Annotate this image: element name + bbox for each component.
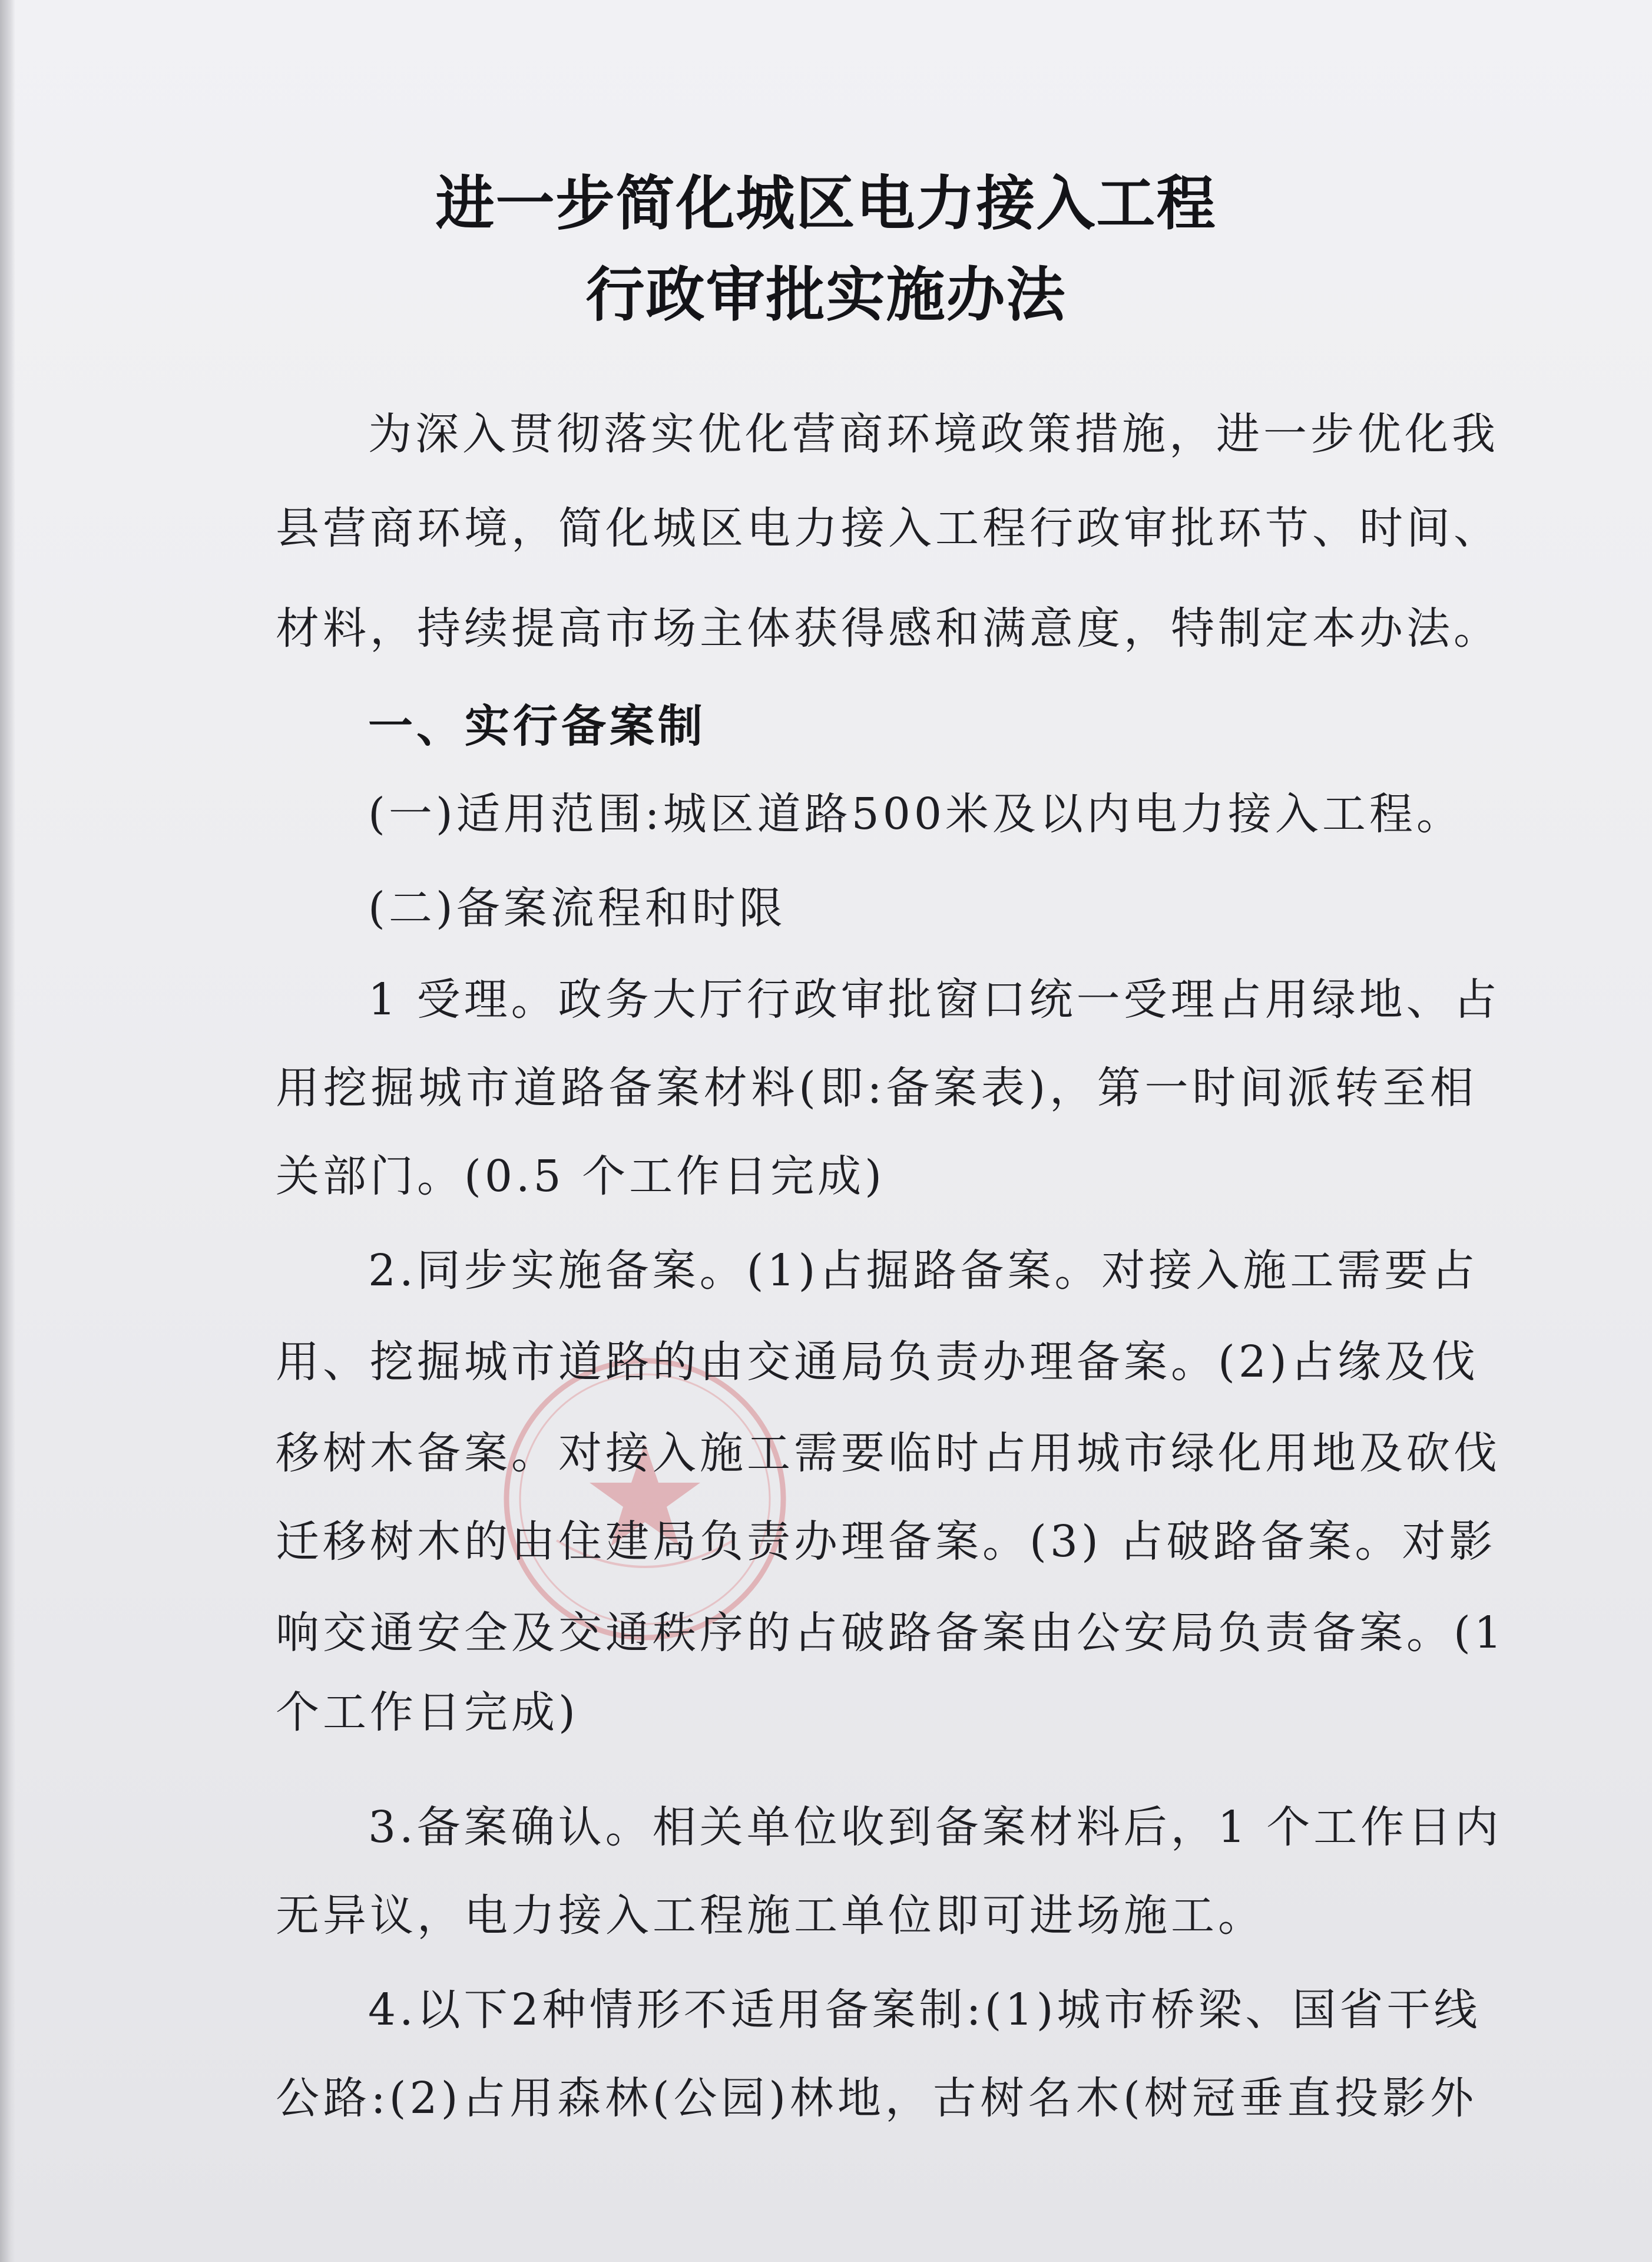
- body-line: (二)备案流程和时限: [368, 883, 786, 934]
- body-line: 用、挖掘城市道路的由交通局负责办理备案。(2)占缘及伐: [276, 1337, 1479, 1387]
- body-line: 用挖掘城市道路备案材料(即:备案表)，第一时间派转至相: [276, 1063, 1477, 1113]
- body-line: 1 受理。政务大厅行政审批窗口统一受理占用绿地、占: [368, 974, 1501, 1025]
- official-seal-stamp: [492, 1346, 798, 1652]
- body-line: 3.备案确认。相关单位收到备案材料后，1 个工作日内: [368, 1802, 1502, 1853]
- body-line: 无异议，电力接入工程施工单位即可进场施工。: [276, 1890, 1265, 1941]
- body-line: 移树木备案。对接入施工需要临时占用城市绿化用地及砍伐: [276, 1428, 1501, 1479]
- body-line: 为深入贯彻落实优化营商环境政策措施，进一步优化我: [368, 409, 1499, 459]
- section-heading: 一、实行备案制: [368, 700, 706, 752]
- body-line: 迁移树木的由住建局负责办理备案。(3) 占破路备案。对影: [276, 1516, 1497, 1567]
- body-line: (一)适用范围:城区道路500米及以内电力接入工程。: [368, 789, 1464, 839]
- body-line: 关部门。(0.5 个工作日完成): [276, 1151, 885, 1202]
- body-line: 个工作日完成): [276, 1687, 579, 1738]
- body-line: 县营商环境，简化城区电力接入工程行政审批环节、时间、: [276, 503, 1501, 554]
- body-line: 响交通安全及交通秩序的占破路备案由公安局负责备案。(1: [276, 1608, 1505, 1658]
- document-title-line-2: 行政审批实施办法: [585, 260, 1067, 329]
- body-line: 公路:(2)占用森林(公园)林地，古树名木(树冠垂直投影外: [276, 2073, 1477, 2124]
- body-line: 材料，持续提高市场主体获得感和满意度，特制定本办法。: [276, 603, 1501, 654]
- body-line: 2.同步实施备案。(1)占掘路备案。对接入施工需要占: [368, 1245, 1479, 1296]
- page-edge-shadow: [0, 0, 15, 2262]
- body-line: 4.以下2种情形不适用备案制:(1)城市桥梁、国省干线: [368, 1985, 1481, 2035]
- document-title-line-1: 进一步简化城区电力接入工程: [435, 168, 1217, 238]
